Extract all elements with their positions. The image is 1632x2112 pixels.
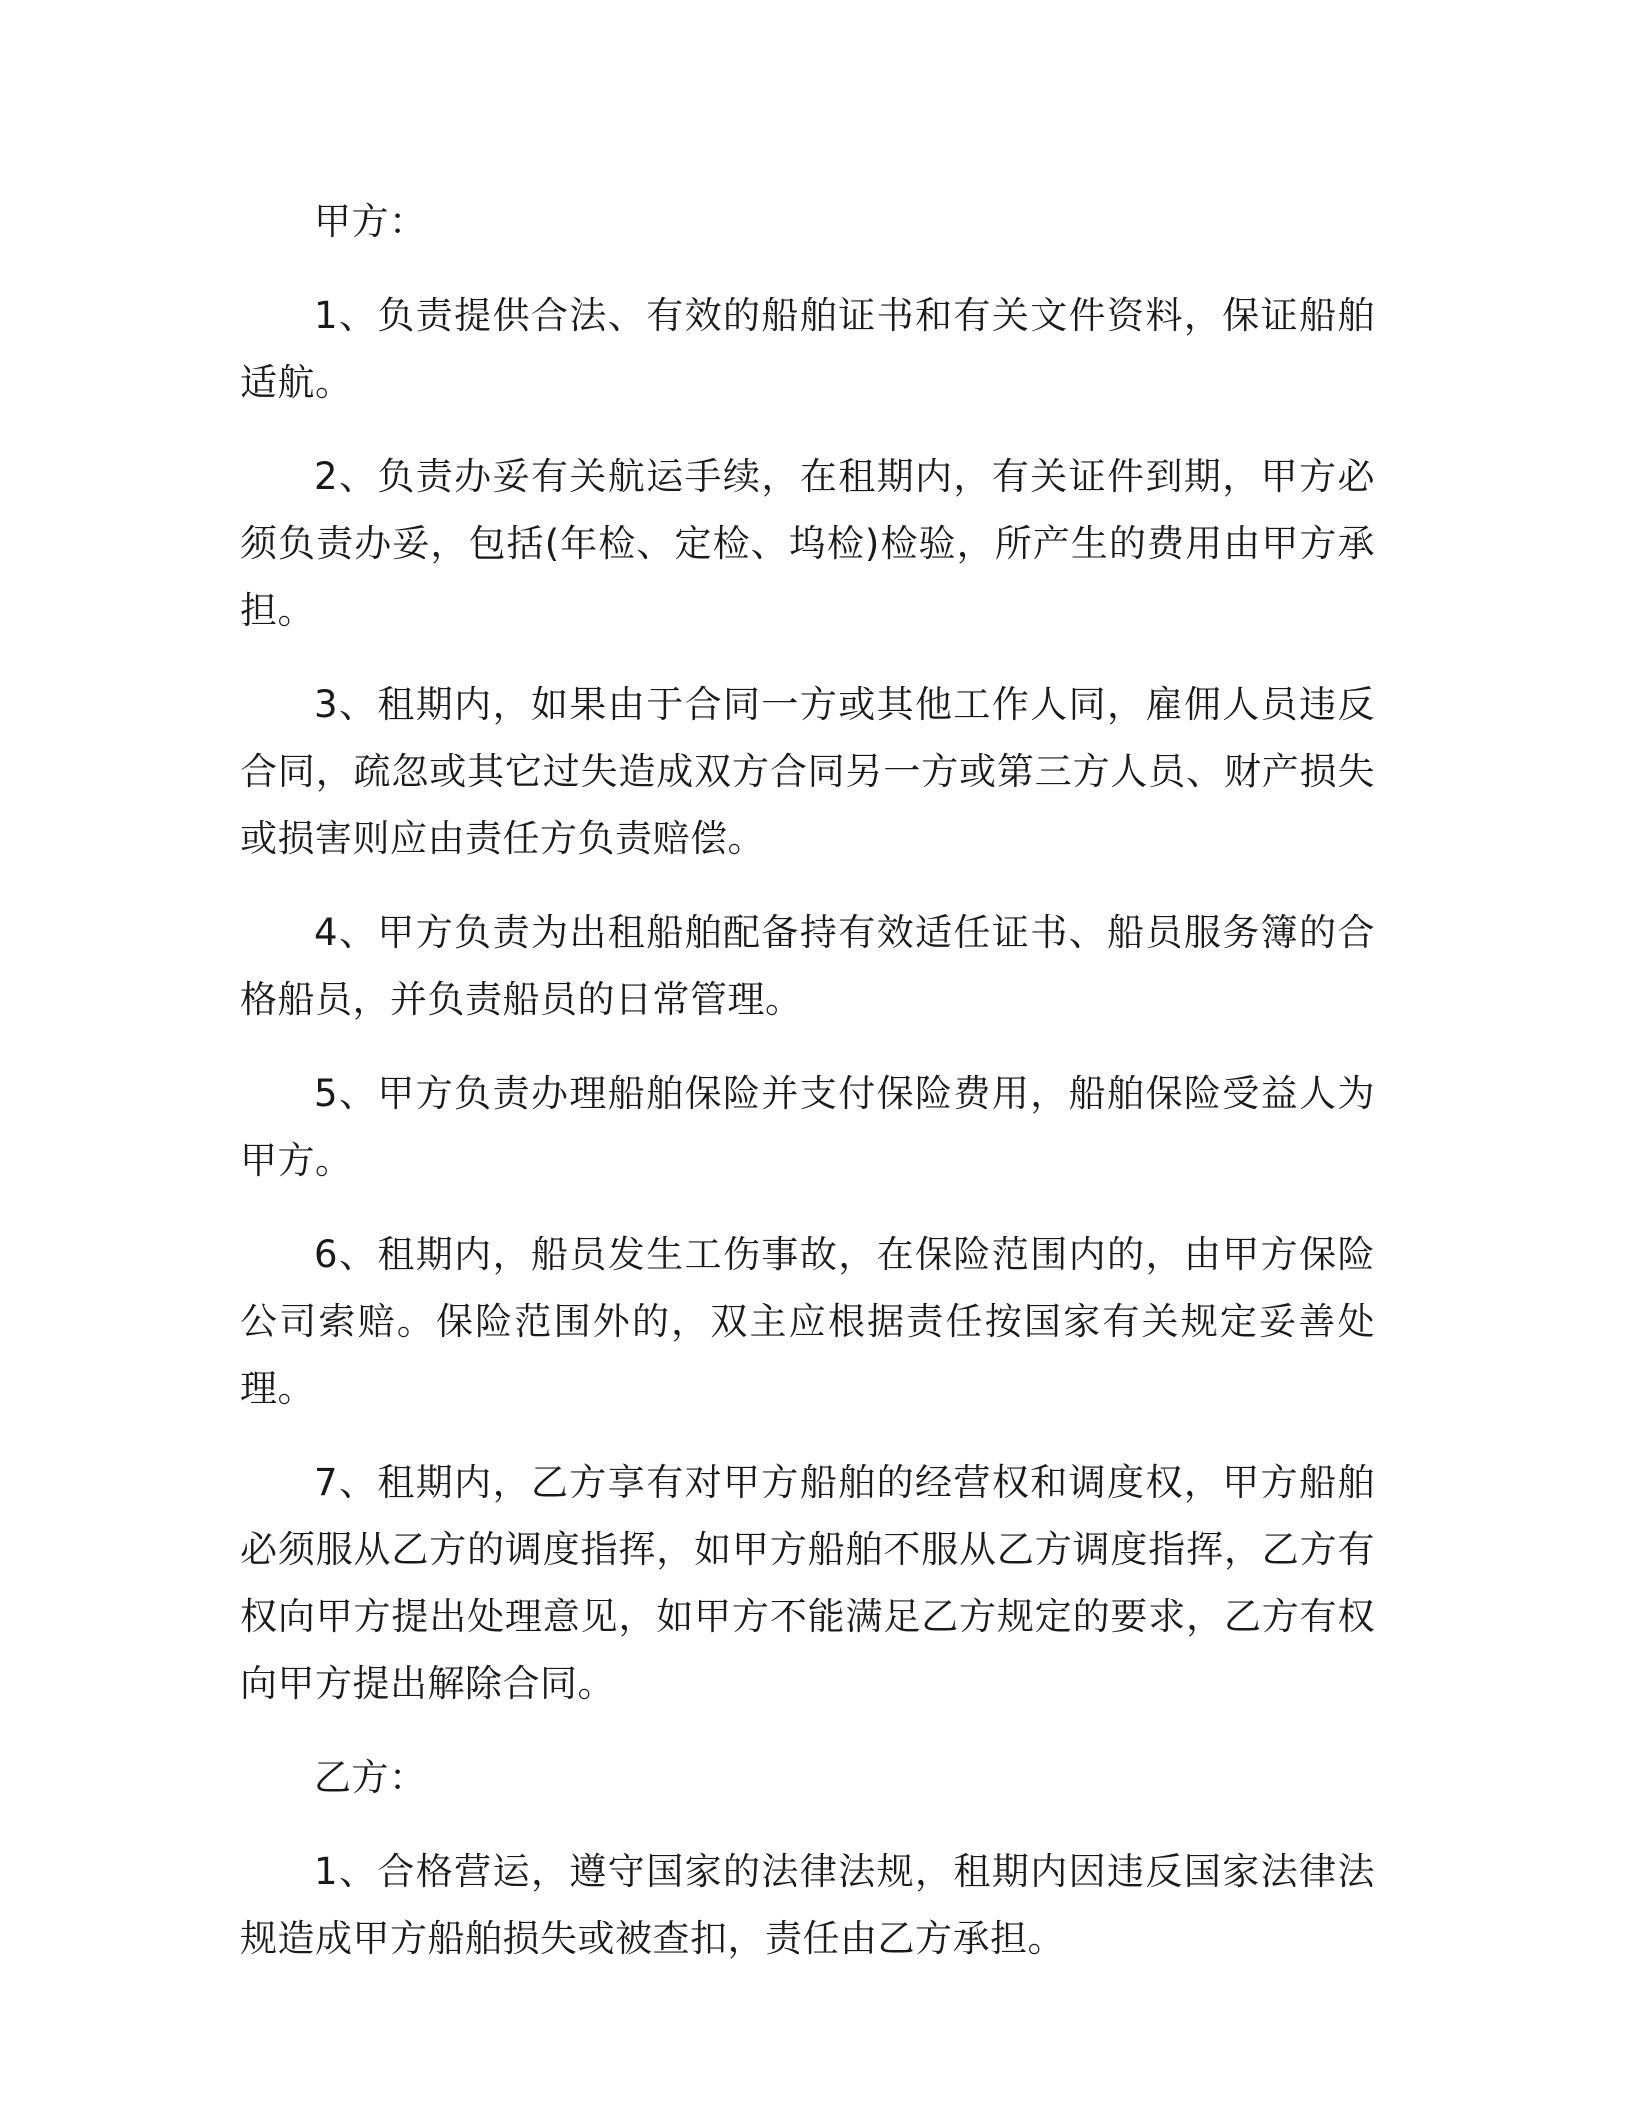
party-a-clause-7: 7、租期内，乙方享有对甲方船舶的经营权和调度权，甲方船舶必须服从乙方的调度指挥，如甲方船舶不服从乙方调度指挥，乙方有权向甲方提出处理意见，如甲方不能满足乙方规定的要求，乙方有权向甲方提出解除合同。: [240, 1461, 1375, 1705]
party-a-clause-3: 3、租期内，如果由于合同一方或其他工作人同，雇佣人员违反合同，疏忽或其它过失造成双方合同另一方或第三方人员、财产损失或损害则应由责任方负责赔偿。: [240, 683, 1375, 860]
party-a-heading: 甲方：: [314, 200, 427, 243]
party-a-clause-6: 6、租期内，船员发生工伤事故，在保险范围内的，由甲方保险公司索赔。保险范围外的，双主应根据责任按国家有关规定妥善处理。: [240, 1233, 1375, 1410]
party-a-clause-4: 4、甲方负责为出租船舶配备持有效适任证书、船员服务簿的合格船员，并负责船员的日常管理。: [240, 911, 1375, 1021]
party-a-clause-2: 2、负责办妥有关航运手续，在租期内，有关证件到期，甲方必须负责办妥，包括(年检、定检、坞检)检验，所产生的费用由甲方承担。: [240, 455, 1375, 632]
party-b-clause-1: 1、合格营运，遵守国家的法律法规，租期内因违反国家法律法规造成甲方船舶损失或被查扣，责任由乙方承担。: [240, 1850, 1375, 1960]
party-b-heading: 乙方：: [314, 1756, 427, 1799]
party-a-clause-5: 5、甲方负责办理船舶保险并支付保险费用，船舶保险受益人为甲方。: [240, 1072, 1375, 1182]
document-body: [240, 188, 1375, 1999]
party-a-clause-1: 1、负责提供合法、有效的船舶证书和有关文件资料，保证船舶适航。: [240, 294, 1375, 404]
